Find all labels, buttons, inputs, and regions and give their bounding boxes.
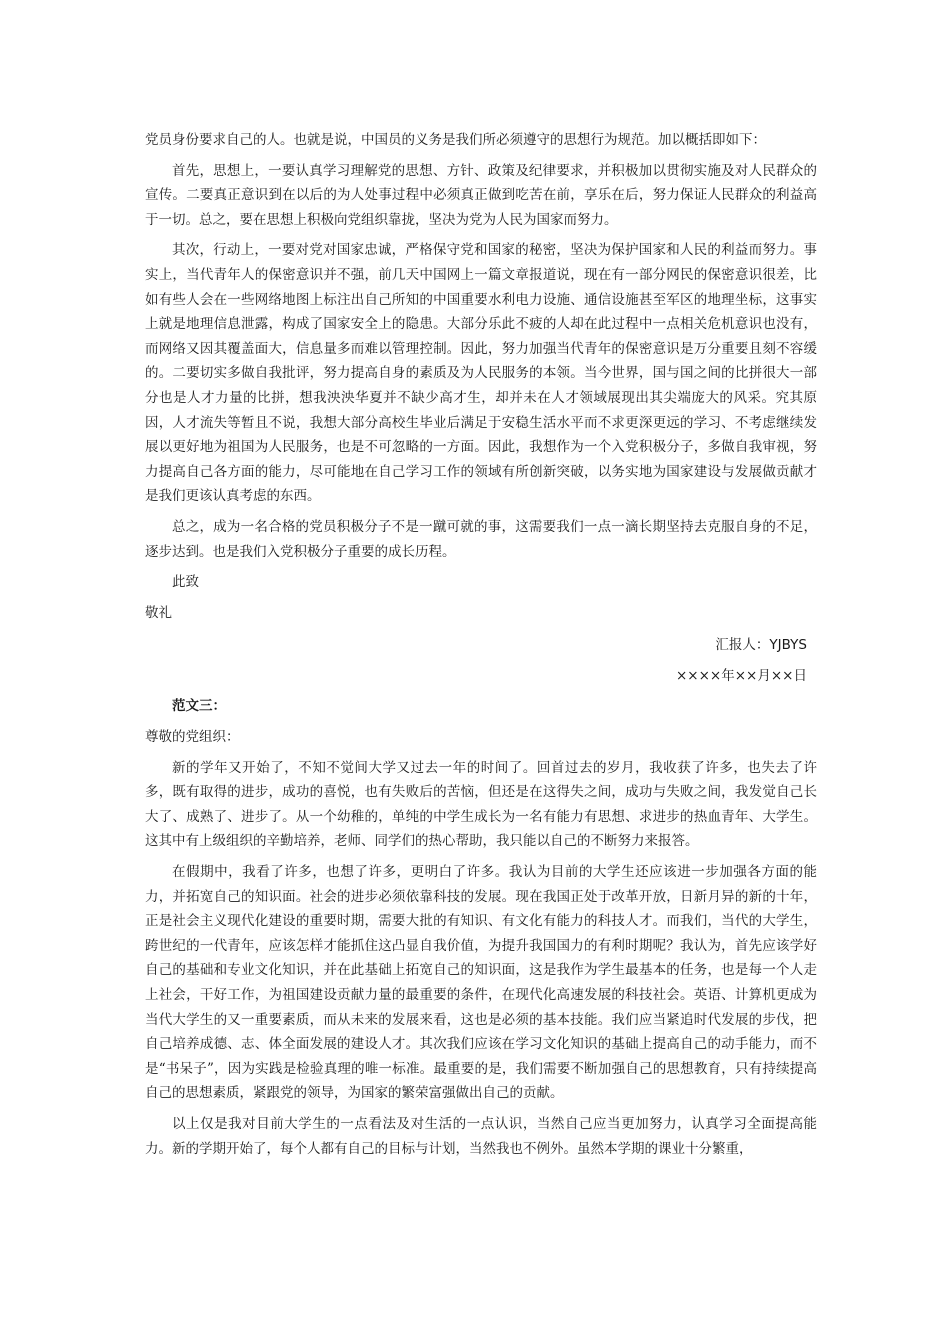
paragraph-new-year: 新的学年又开始了，不知不觉间大学又过去一年的时间了。回首过去的岁月，我收获了许多，也失去了许多，既有取得的进步，成功的喜悦，也有失败后的苦恼，但还是在这得失之间，成功与失败之间，我发觉自己长大了、成熟了、进步了。从一个幼稚的，单纯的中学生成长为一名有能力有思想、求进步的热血青年、大学生。这其中有上级组织的辛勤培养，老师、同学们的热心帮助，我只能以自己的不断努力来报答。 [145,759,817,850]
salutation-end: 敬礼 [145,604,172,621]
paragraph-conclusion: 以上仅是我对目前大学生的一点看法及对生活的一点认识，当然自己应当更加努力，认真学习全面提高能力。新的学期开始了，每个人都有自己的目标与计划，当然我也不例外。虽然本学期的课业十分繁重， [145,1115,817,1157]
paragraph-vacation: 在假期中，我看了许多，也想了许多，更明白了许多。我认为目前的大学生还应该进一步加强各方面的能力，并拓宽自己的知识面。社会的进步必须依靠科技的发展。现在我国正处于改革开放，日新月异的新的十年，正是社会主义现代化建设的重要时期，需要大批的有知识、有文化有能力的科技人才。而我们，当代的大学生，跨世纪的一代青年，应该怎样才能抓住这凸显自我价值，为提升我国国力的有利时期呢？我认为，首先应该学好自己的基础和专业文化知识，并在此基础上拓宽自己的知识面，这是我作为学生最基本的任务，也是每一个人走上社会，干好工作，为祖国建设贡献力量的最重要的条件，在现代化高速发展的科技社会。英语、计算机更成为当代大学生的又一重要素质，而从未来的发展来看，这也是必须的基本技能。我们应当紧追时代发展的步伐，把自己培养成德、志、体全面发展的建设人才。其次我们应该在学习文化知识的基础上提高自己的动手能力，而不是“书呆子”，因为实践是检验真理的唯一标准。最重要的是，我们需要不断加强自己的思想教育，只有持续提高自己的思想素质，紧跟党的领导，为国家的繁荣富强做出自己的贡献。 [145,864,817,1102]
paragraph-intro: 党员身份要求自己的人。也就是说，中国员的义务是我们所必须遵守的思想行为规范。加以概括即如下： [145,132,766,148]
section-heading: 范文三： [172,698,226,715]
closing-line: 此致 [172,574,199,591]
document-page [145,128,817,1167]
paragraph-thought: 首先，思想上，一要认真学习理解党的思想、方针、政策及纪律要求，并积极加以贯彻实施及对人民群众的宣传。二要真正意识到在以后的为人处事过程中必须真正做到吃苦在前，享乐在后，努力保证人民群众的利益高于一切。总之，要在思想上积极向党组织靠拢，坚决为党为人民为国家而努力。 [145,162,817,228]
paragraph-action: 其次，行动上，一要对党对国家忠诚，严格保守党和国家的秘密，坚决为保护国家和人民的利益而努力。事实上，当代青年人的保密意识并不强，前几天中国网上一篇文章报道说，现在有一部分网民的保密意识很差，比如有些人会在一些网络地图上标注出自己所知的中国重要水利电力设施、通信设施甚至军区的地理坐标，这事实上就是地理信息泄露，构成了国家安全上的隐患。大部分乐此不疲的人却在此过程中一点相关危机意识也没有，而网络又因其覆盖面大，信息量多而难以管理控制。因此，努力加强当代青年的保密意识是万分重要且刻不容缓的。二要切实多做自我批评，努力提高自身的素质及为人民服务的本领。当今世界，国与国之间的比拼很大一部分也是人才力量的比拼，想我泱泱华夏并不缺少高才生，却并未在人才领域展现出其尖端庞大的风采。究其原因，人才流失等暂且不说，我想大部分高校生毕业后满足于安稳生活水平而不求更深更远的学习、不考虑继续发展以更好地为祖国为人民服务，也是不可忽略的一方面。因此，我想作为一个入党积极分子，多做自我审视，努力提高自己各方面的能力，尽可能地在自己学习工作的领域有所创新突破，以务实地为国家建设与发展做贡献才是我们更该认真考虑的东西。 [145,242,817,505]
greeting-line: 尊敬的党组织： [145,729,240,746]
report-date: ××××年××月××日 [676,667,807,684]
paragraph-summary: 总之，成为一名合格的党员积极分子不是一蹴可就的事，这需要我们一点一滴长期坚持去克服自身的不足，逐步达到。也是我们入党积极分子重要的成长历程。 [145,518,817,560]
reporter-signature: 汇报人：YJBYS [715,637,807,654]
